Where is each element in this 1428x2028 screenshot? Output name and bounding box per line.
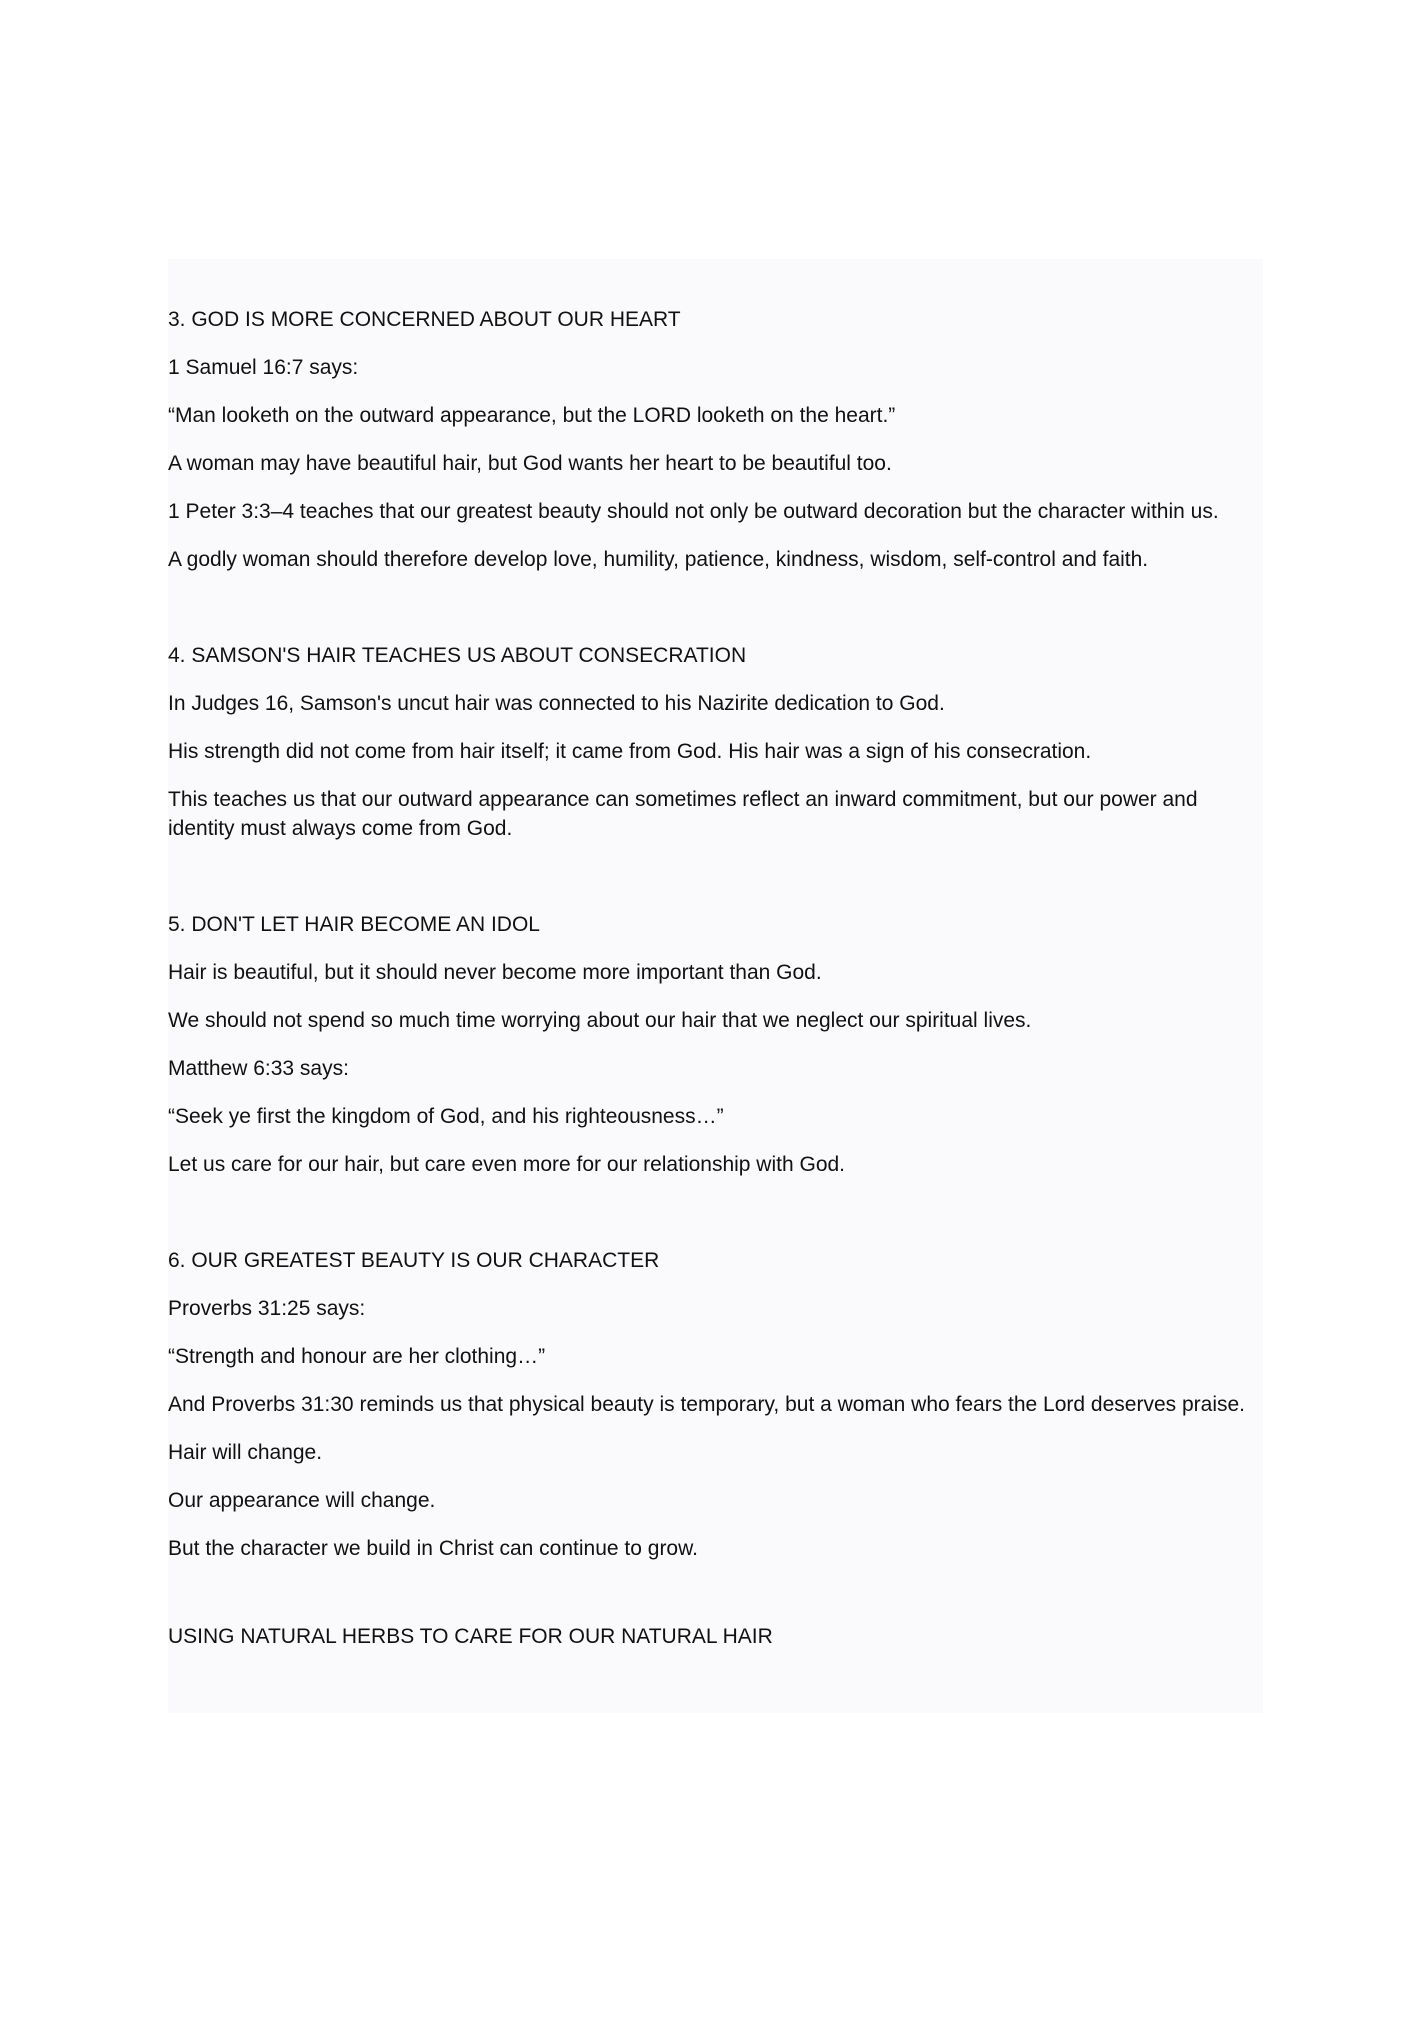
section-heading: 5. DON'T LET HAIR BECOME AN IDOL bbox=[168, 913, 540, 936]
paragraph: Let us care for our hair, but care even more for our relationship with God. bbox=[168, 1153, 846, 1176]
section-heading: 4. SAMSON'S HAIR TEACHES US ABOUT CONSECRATION bbox=[168, 644, 747, 667]
paragraph: Proverbs 31:25 says: bbox=[168, 1297, 366, 1320]
text-flow bbox=[168, 305, 1263, 1670]
paragraph: 1 Samuel 16:7 says: bbox=[168, 356, 359, 379]
section-heading: 3. GOD IS MORE CONCERNED ABOUT OUR HEART bbox=[168, 308, 681, 331]
paragraph: His strength did not come from hair itself; it came from God. His hair was a sign of his consecration. bbox=[168, 740, 1092, 763]
section-spacer bbox=[168, 1582, 1263, 1622]
document-content bbox=[168, 259, 1263, 1713]
paragraph: Hair is beautiful, but it should never become more important than God. bbox=[168, 961, 822, 984]
section-spacer bbox=[168, 1198, 1263, 1246]
paragraph: Our appearance will change. bbox=[168, 1489, 436, 1512]
paragraph: In Judges 16, Samson's uncut hair was connected to his Nazirite dedication to God. bbox=[168, 692, 945, 715]
paragraph: But the character we build in Christ can continue to grow. bbox=[168, 1537, 698, 1560]
section-spacer bbox=[168, 593, 1263, 641]
paragraph: This teaches us that our outward appearance can sometimes reflect an inward commitment, but our power and identity must always come from God. bbox=[168, 788, 1198, 840]
scripture-quote: “Seek ye first the kingdom of God, and his righteousness…” bbox=[168, 1105, 724, 1128]
paragraph: Matthew 6:33 says: bbox=[168, 1057, 349, 1080]
paragraph: We should not spend so much time worrying about our hair that we neglect our spiritual lives. bbox=[168, 1009, 1032, 1032]
paragraph: 1 Peter 3:3–4 teaches that our greatest beauty should not only be outward decoration but the character within us. bbox=[168, 500, 1219, 523]
section-spacer bbox=[168, 862, 1263, 910]
scripture-quote: “Man looketh on the outward appearance, but the LORD looketh on the heart.” bbox=[168, 404, 896, 427]
scripture-quote: “Strength and honour are her clothing…” bbox=[168, 1345, 546, 1368]
section-heading: 6. OUR GREATEST BEAUTY IS OUR CHARACTER bbox=[168, 1249, 660, 1272]
paragraph: A godly woman should therefore develop love, humility, patience, kindness, wisdom, self-control and faith. bbox=[168, 548, 1149, 571]
paragraph: A woman may have beautiful hair, but God wants her heart to be beautiful too. bbox=[168, 452, 892, 475]
paragraph: And Proverbs 31:30 reminds us that physical beauty is temporary, but a woman who fears the Lord deserves praise. bbox=[168, 1393, 1245, 1416]
final-heading: USING NATURAL HERBS TO CARE FOR OUR NATURAL HAIR bbox=[168, 1625, 773, 1648]
paragraph: Hair will change. bbox=[168, 1441, 323, 1464]
